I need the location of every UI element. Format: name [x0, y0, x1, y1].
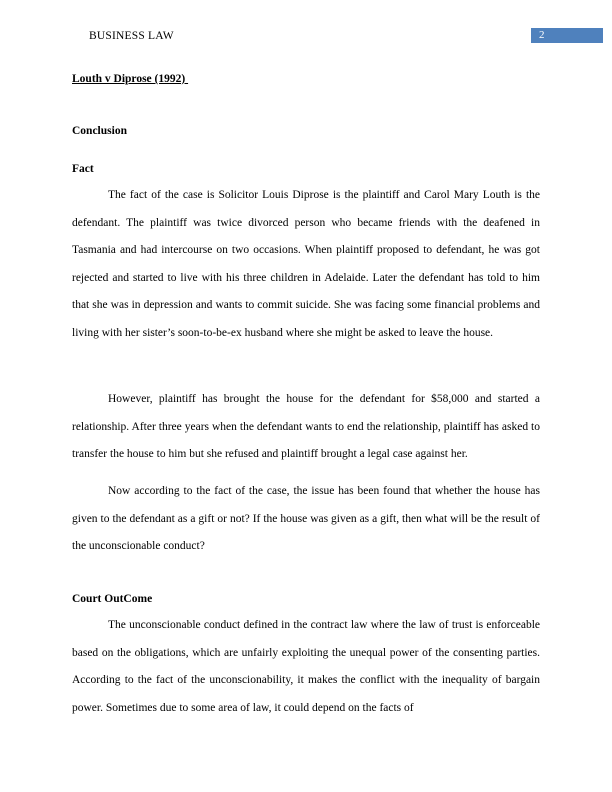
page-number-badge: 2 — [531, 28, 603, 43]
running-header-title: BUSINESS LAW — [89, 30, 174, 42]
fact-paragraph-3: Now according to the fact of the case, the issue has been found that whether the house has given to the defendant as a gift or not? If the house was given as a gift, then what will be the result of the unconscionable conduct? — [72, 485, 540, 552]
fact-heading: Fact — [72, 163, 94, 175]
court-outcome-heading: Court OutCome — [72, 593, 153, 605]
fact-paragraph-2: However, plaintiff has brought the house for the defendant for $58,000 and started a relationship. After three years when the defendant wants to end the relationship, plaintiff has asked to transfer the house to him but she refused and plaintiff brought a legal case against her. — [72, 393, 540, 460]
court-outcome-paragraph: The unconscionable conduct defined in the contract law where the law of trust is enforceable based on the obligations, which are unfairly exploiting the unequal power of the consenting parties. According to the fact of the unconscionability, it makes the conflict with the inequality of bargain power. Sometimes due to some area of law, it could depend on the facts of — [72, 619, 540, 714]
fact-paragraph-1: The fact of the case is Solicitor Louis Diprose is the plaintiff and Carol Mary Louth is the defendant. The plaintiff was twice divorced person who became friends with the deafened in Tasmania and had intercourse on two occasions. When plaintiff proposed to defendant, he was got rejected and started to live with his three children in Adelaide. Later the defendant has told to him that she was in depression and wants to commit suicide. She was facing some financial problems and living with her sister’s soon-to-be-ex husband where she might be asked to leave the house. — [72, 189, 540, 339]
conclusion-heading: Conclusion — [72, 125, 127, 137]
case-title: Louth v Diprose (1992) — [72, 73, 189, 85]
